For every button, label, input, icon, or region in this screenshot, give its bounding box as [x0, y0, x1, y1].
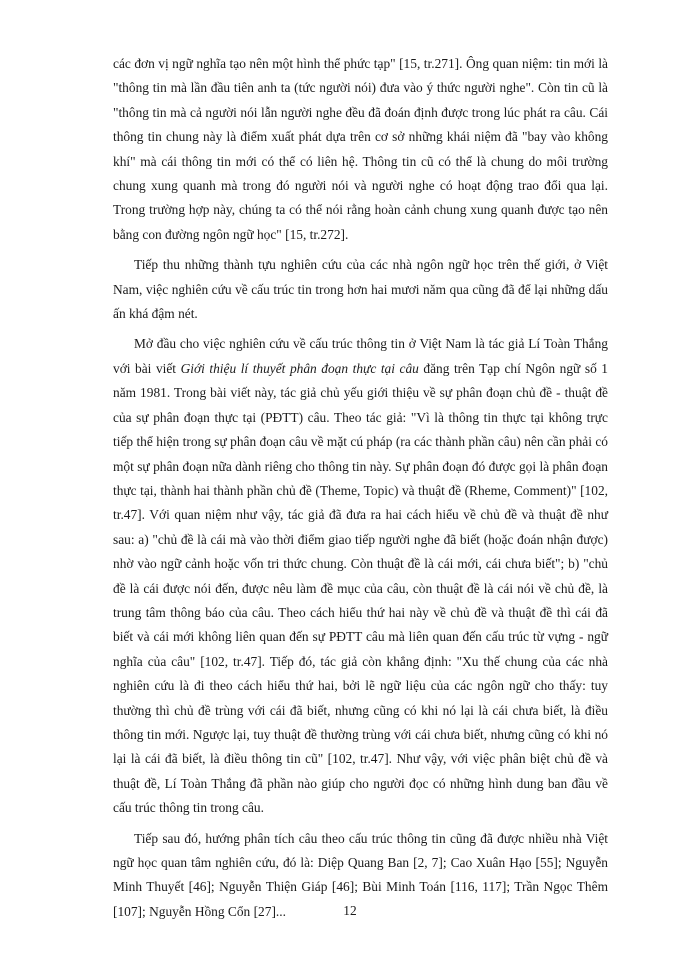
article-title: Giới thiệu lí thuyết phân đoạn thực tại câu [180, 360, 419, 376]
paragraph-3 [113, 332, 608, 820]
paragraph-4: Tiếp sau đó, hướng phân tích câu theo cấu trúc thông tin cũng đã được nhiều nhà Việt ngữ học quan tâm nghiên cứu, đó là: Diệp Quang Ban [2, 7]; Cao Xuân Hạo [55]; Nguyễn Minh Thuyết [46]; Nguyễn Thiện Giáp [46]; Bùi Minh Toán [116, 117]; Trần Ngọc Thêm [107]; Nguyễn Hồng Cổn [27]... [113, 830, 608, 919]
page-number: 12 [343, 903, 357, 918]
paragraph-3-text-before: Mở đầu cho việc nghiên cứu về cấu trúc thông tin ở Việt Nam là tác giả Lí Toàn Thắng với bài viết [113, 336, 608, 376]
paragraph-1: các đơn vị ngữ nghĩa tạo nên một hình thể phức tạp" [15, tr.271]. Ông quan niệm: tin mới là "thông tin mà lần đầu tiên anh ta (tức người nói) đưa vào ý thức người nghe". Còn tin cũ là "thông tin mà cả người nói lẫn người nghe đều đã đoán định được trong lúc phát ra câu. Cái thông tin chung này là điểm xuất phát dựa trên cơ sở những khái niệm đã "bay vào không khí" mà cái thông tin mới có thể có liên hệ. Thông tin cũ có thể là chung do môi trường chung xung quanh mà trong đó người nói và người nghe có hoạt động trao đổi qua lại. Trong trường hợp này, chúng ta có thể nói rằng hoàn cảnh chung xung quanh được tạo nên bằng con đường ngôn ngữ học" [15, tr.272]. [113, 56, 608, 242]
paragraph-3-text-after: đăng trên Tạp chí Ngôn ngữ số 1 năm 1981. Trong bài viết này, tác giả chủ yếu giới thiệu về sự phân đoạn chủ đề - thuật đề của sự phân đoạn thực tại (PĐTT) câu. Theo tác giả: "Vì là thông tin thực tại không trực tiếp thể hiện trong sự phân đoạn câu về mặt cú pháp (ra các thành phần câu) nên cần phải có một sự phân đoạn nữa dành riêng cho thông tin này. Sự phân đoạn đó được gọi là phân đoạn thực tại, thành hai thành phần chủ đề (Theme, Topic) và thuật đề (Rheme, Comment)" [102, tr.47]. Với quan niệm như vậy, tác giả đã đưa ra hai cách hiểu về chủ đề và thuật đề như sau: a) "chủ đề là cái mà vào thời điểm giao tiếp người nghe đã biết (hoặc đoán nhận được) nhờ vào ngữ cảnh hoặc vốn tri thức chung. Còn thuật đề là cái mới, cái chưa biết"; b) "chủ đề là cái được nói đến, được nêu làm đề mục của câu, còn thuật đề là cái nói về chủ đề, là trung tâm thông báo của câu. Theo cách hiểu thứ hai này về chủ đề và thuật đề thì cái đã biết và cái mới không liên quan đến sự PĐTT câu mà liên quan đến cấu trúc từ vựng - ngữ nghĩa của câu" [102, tr.47]. Tiếp đó, tác giả còn khẳng định: "Xu thế chung của các nhà nghiên cứu là đi theo cách hiểu thứ hai, bởi lẽ ngữ liệu của các ngôn ngữ cho thấy: tuy thường thì chủ đề trùng với cái đã biết, nhưng cũng có khi nó lại là cái chưa biết, là điều thông tin mới. Ngược lại, tuy thuật đề thường trùng với cái chưa biết, nhưng cũng có khi nó lại là cái đã biết, là điều thông tin cũ" [102, tr.47]. Như vậy, với việc phân biệt chủ đề và thuật đề, Lí Toàn Thắng đã phần nào giúp cho người đọc có những hình dung ban đầu về cấu trúc thông tin trong câu. [113, 360, 608, 816]
paragraph-2: Tiếp thu những thành tựu nghiên cứu của các nhà ngôn ngữ học trên thế giới, ở Việt Nam, việc nghiên cứu về cấu trúc tin trong hơn hai mươi năm qua cũng đã để lại những dấu ấn khá đậm nét. [113, 257, 608, 322]
